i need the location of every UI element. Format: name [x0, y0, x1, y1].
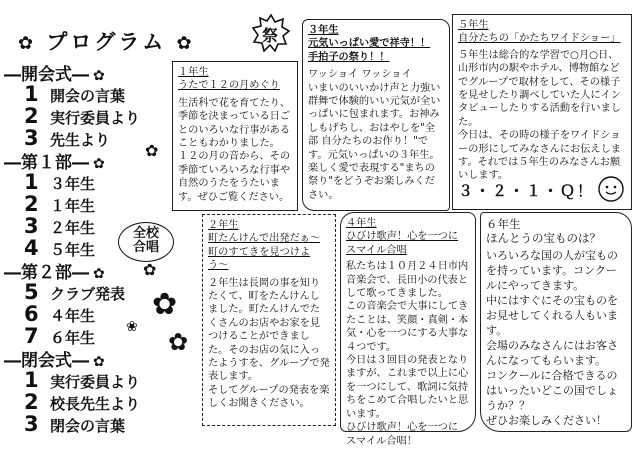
program-item-label: 校長先生より [50, 395, 141, 413]
grade5-heading: ５年生 自分たちの「かたちワイドショー」 [458, 20, 621, 45]
program-item [24, 170, 95, 194]
program-item-number: 4 [24, 236, 39, 260]
flower-icon: ✿ [168, 328, 189, 356]
program-title-text: プログラム [46, 30, 167, 54]
grade3-body: ワッショイ ワッショイ いまいのいいかけ声と力強い群舞で体験的いい元気が全いっぱいに包まれます。お神みしもげちし、おはやしを"全部 自分たちのお作り！"です。元気いっぱいの３年生。 楽しく愛で表現する"まちの祭り"をどうぞお楽しみください。 [308, 69, 441, 201]
grade5-box [452, 14, 632, 210]
grade3-heading: ３年生 元気いっぱい愛で祥寺！！ 手拍子の祭り！！ [308, 25, 431, 63]
program-item-number: 2 [24, 390, 39, 414]
program-item [24, 368, 140, 392]
grade3-box [302, 19, 450, 211]
program-item-number: 3 [24, 412, 39, 436]
grade4-box [340, 212, 476, 447]
program-item [24, 280, 125, 304]
program-item-number: 7 [24, 324, 39, 348]
flower-icon: ✿ [143, 260, 157, 279]
program-section-label: ―第２部― [4, 263, 89, 283]
flower-icon: ✿ [145, 141, 159, 160]
grade5-tagline: ３・２・１・Ｑ！ [458, 181, 595, 200]
program-item [24, 412, 125, 436]
grade6-box [480, 212, 632, 432]
flower-icon: ✿ [18, 33, 37, 54]
grade4-heading: ４年生 ひびけ歌声！心を一つに スマイル合唱 [346, 218, 459, 256]
grade6-body: いろいろな国の人が宝ものを持っています。コンクールにやってきます。 中にはすぐにその宝ものをお見せしてくれる人もいます。 会場のみなさんにはお客さんになってもらいます。 コンクールに合格できるのはいったいどこの国でしょうか？？ ぜひお楽しみください！ [486, 249, 618, 427]
program-item-label: ３年生 [50, 175, 96, 193]
program-item-number: 3 [24, 126, 39, 150]
program-title [18, 26, 195, 56]
program-item [24, 236, 95, 260]
program-section-label: ―開会式― [4, 65, 89, 85]
program-item-number: 6 [24, 302, 39, 326]
program-section-label: ―第１部― [4, 153, 89, 173]
face-icon [597, 175, 625, 203]
program-item-label: 閉会の言葉 [50, 417, 126, 435]
program-item-label: 実行委員より [50, 373, 141, 391]
program-item-label: ４年生 [50, 307, 96, 325]
program-item-number: 1 [24, 82, 39, 106]
program-item [24, 104, 140, 128]
program-item-number: 3 [24, 214, 39, 238]
program-item-label: ５年生 [50, 241, 96, 259]
program-item [24, 302, 95, 326]
program-item [24, 192, 95, 216]
program-item-number: 1 [24, 170, 39, 194]
program-section-label: ―閉会式― [4, 351, 89, 371]
grade1-heading: １年生 うたで１２の月めぐり [178, 67, 280, 92]
flower-icon: ❀ [126, 319, 138, 335]
program-item [24, 126, 110, 150]
program-item-label: 実行委員より [50, 109, 141, 127]
program-item [24, 390, 140, 414]
grade1-body: 生活科で花を育てたり、季節を決まっている日ごとのいろいな行事があることもわかりました。 １２の月の音から、その季節ていろいろな行事や自然のうたをうたいます。ぜひご覧ください。 [178, 97, 291, 203]
program-item-label: 開会の言葉 [50, 87, 126, 105]
program-item-number: 5 [24, 280, 39, 304]
program-item-label: 先生より [50, 131, 111, 149]
festival-badge-text: 祭 [262, 26, 279, 45]
program-item [24, 82, 125, 106]
grade2-body: ２年生は長岡の事を知りたくて、町をたんけんしました。町たんけんでたくさんのお店やお家を見つけることができました。そのお店の気に入ったようすを、グループで発表します。 そしてグループの発表を楽しくお聞きください。 [208, 277, 330, 410]
flower-icon: ✿ [93, 266, 105, 282]
program-item-label: １年生 [50, 197, 96, 215]
chorus-label: 全校 合唱 [132, 226, 159, 255]
grade1-box [172, 61, 298, 211]
program-item [24, 324, 95, 348]
grade6-heading: ６年生 ほんとうの宝ものは？ [486, 217, 601, 245]
program-item-number: 2 [24, 104, 39, 128]
grade4-body: 私たちは１０月２４日市内音楽会で、長田小の代表として歌ってきました。 この音楽会で大事にしてきたことは、笑顔・真剣・本気・心を一つにする大事な４つです。 今日は３回目の発表となりますが、これまで以上に心を一つにして、歌詞に気持ちをこめて合唱したいと思います。 ひびけ歌声！心を一つに スマイル合唱！ [346, 261, 469, 447]
flower-icon: ✿ [152, 287, 178, 322]
festival-badge [252, 14, 290, 52]
grade5-body: ５年生は総合的な学習で○月○日、山形市内の駅やホテル、博物館などでグループで取材をして、その様子を見せしたり調べしていた人にインタビューしたりする活動を行いました。 今日は、その時の様子をワイドショーの形にしてみなさんにお伝えします。それでは５年生のみなさんお願いします。 [458, 49, 621, 182]
program-item-number: 1 [24, 368, 39, 392]
grade2-box [202, 214, 336, 426]
flower-icon: ✿ [93, 68, 105, 84]
flower-icon: ✿ [176, 33, 195, 54]
grade2-heading: ２年生 町たんけんで出発だぁ〜 町のすてきを見つけよう〜 [208, 220, 321, 272]
flower-icon: ✿ [93, 156, 105, 172]
program-item-label: ２年生 [50, 219, 96, 237]
program-item-label: クラブ発表 [50, 285, 126, 303]
program-item-number: 2 [24, 192, 39, 216]
chorus-badge [118, 222, 174, 262]
program-item-label: ６年生 [50, 329, 96, 347]
program-item [24, 214, 95, 238]
flower-icon: ✿ [93, 354, 105, 370]
